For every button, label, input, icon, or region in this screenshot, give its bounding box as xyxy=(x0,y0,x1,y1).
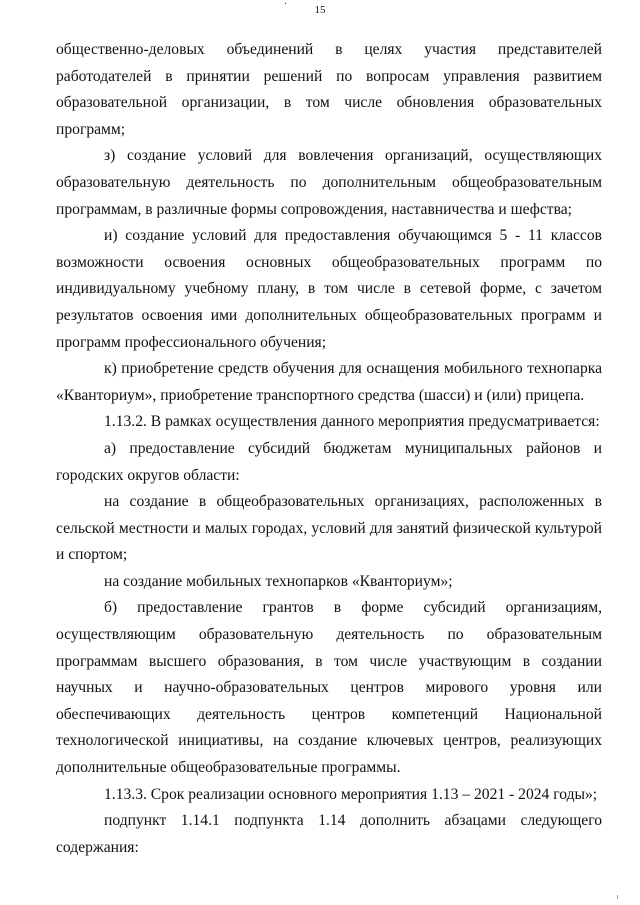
paragraph-item-z: з) создание условий для вовлечения организаций, осуществляющих образовательную деятельность по дополнительным общеобразовательным программам, в различные формы сопровождения, наставничества и шефства; xyxy=(56,147,602,218)
paragraph-item-a: а) предоставление субсидий бюджетам муниципальных районов и городских округов области: xyxy=(56,439,602,484)
corner-mark xyxy=(617,895,618,899)
paragraph-item-k: к) приобретение средств обучения для оснащения мобильного технопарка «Кванториум», приобретение транспортного средства (шасси) и (или) прицепа. xyxy=(56,360,602,404)
paragraph-mobile-technoparks: на создание мобильных технопарков «Кванториум»; xyxy=(104,572,453,590)
paragraph-rural-schools: на создание в общеобразовательных организациях, расположенных в сельской местности и малых городах, условий для занятий физической культурой и спортом; xyxy=(56,493,602,564)
paragraph-1-13-3: 1.13.3. Срок реализации основного мероприятия 1.13 – 2021 - 2024 годы»; xyxy=(104,785,598,803)
paragraph-item-i: и) создание условий для предоставления обучающимся 5 - 11 классов возможности освоения основных общеобразовательных программ по индивидуальному учебному плану, в том числе в сетевой форме, с зачетом результатов освоения ими дополнительных общеобразовательных программ и программ профессионального обучения; xyxy=(56,227,602,351)
page-number: 15 xyxy=(314,4,326,16)
paragraph-1-13-2: 1.13.2. В рамках осуществления данного мероприятия предусматривается: xyxy=(104,413,600,431)
document-body xyxy=(56,37,602,861)
paragraph-item-b: б) предоставление грантов в форме субсидий организациям, осуществляющим образовательную деятельность по образовательным программам высшего образования, в том числе участвующим в создании научных и научно-образовательных центров мирового уровня или обеспечивающих деятельность центров компетенций Национальной технологической инициативы, на создание ключевых центров, реализующих дополнительные общеобразовательные программы. xyxy=(56,599,602,777)
top-dot-mark: · xyxy=(284,0,288,10)
paragraph-continuation: общественно-деловых объединений в целях участия представителей работодателей в принятии решений по вопросам управления развитием образовательной организации, в том числе обновления образовательных программ; xyxy=(56,41,602,138)
paragraph-subclause-1-14-1: подпункт 1.14.1 подпункта 1.14 дополнить абзацами следующего содержания: xyxy=(56,812,602,856)
